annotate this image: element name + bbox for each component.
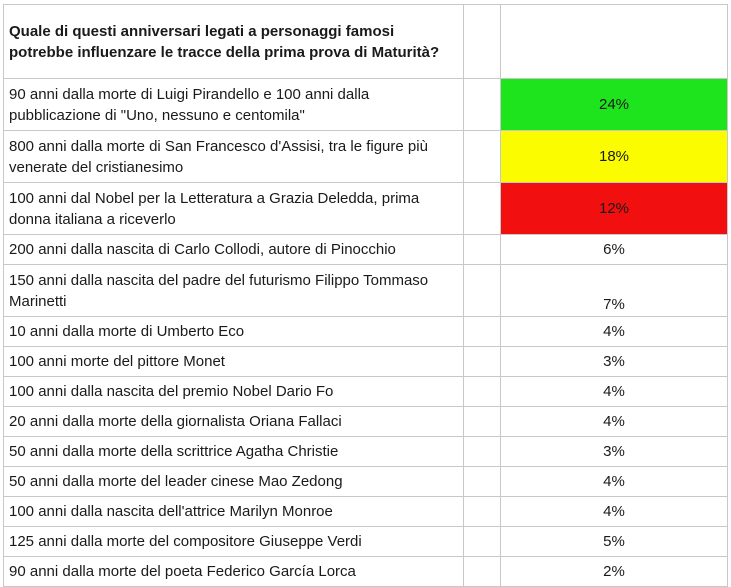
table-row — [4, 467, 728, 497]
anniversary-label: 10 anni dalla morte di Umberto Eco — [4, 317, 464, 347]
anniversary-label: 800 anni dalla morte di San Francesco d'Assisi, tra le figure più venerate del cristianesimo — [4, 131, 464, 183]
spacer-cell — [464, 377, 501, 407]
anniversary-label: 100 anni dalla nascita dell'attrice Marilyn Monroe — [4, 497, 464, 527]
header-row — [4, 5, 728, 79]
table-row — [4, 131, 728, 183]
percentage-value: 7% — [501, 265, 728, 317]
spacer-cell — [464, 317, 501, 347]
anniversary-label: 125 anni dalla morte del compositore Giuseppe Verdi — [4, 527, 464, 557]
poll-table-body — [4, 5, 728, 587]
anniversary-label: 100 anni dal Nobel per la Letteratura a Grazia Deledda, prima donna italiana a riceverlo — [4, 183, 464, 235]
spacer-cell — [464, 79, 501, 131]
table-row — [4, 235, 728, 265]
percentage-value: 4% — [501, 497, 728, 527]
spacer-cell — [464, 467, 501, 497]
table-row — [4, 79, 728, 131]
percentage-value: 4% — [501, 377, 728, 407]
table-row — [4, 377, 728, 407]
percentage-value: 5% — [501, 527, 728, 557]
header-empty-cell — [501, 5, 728, 79]
table-row — [4, 317, 728, 347]
anniversary-label: 200 anni dalla nascita di Carlo Collodi, autore di Pinocchio — [4, 235, 464, 265]
spacer-cell — [464, 527, 501, 557]
percentage-value: 3% — [501, 437, 728, 467]
anniversary-label: 100 anni dalla nascita del premio Nobel Dario Fo — [4, 377, 464, 407]
anniversary-label: 100 anni morte del pittore Monet — [4, 347, 464, 377]
table-row — [4, 557, 728, 587]
header-empty-cell — [464, 5, 501, 79]
percentage-value: 3% — [501, 347, 728, 377]
spacer-cell — [464, 235, 501, 265]
spacer-cell — [464, 437, 501, 467]
question-cell: Quale di questi anniversari legati a personaggi famosi potrebbe influenzare le tracce della prima prova di Maturità? — [4, 5, 464, 79]
table-row — [4, 265, 728, 317]
percentage-value: 24% — [501, 79, 728, 131]
spacer-cell — [464, 407, 501, 437]
anniversary-label: 50 anni dalla morte della scrittrice Agatha Christie — [4, 437, 464, 467]
table-row — [4, 183, 728, 235]
table-row — [4, 437, 728, 467]
percentage-value: 6% — [501, 235, 728, 265]
percentage-value: 2% — [501, 557, 728, 587]
anniversary-label: 90 anni dalla morte di Luigi Pirandello e 100 anni dalla pubblicazione di "Uno, nessuno e centomila" — [4, 79, 464, 131]
table-row — [4, 347, 728, 377]
table-row — [4, 497, 728, 527]
anniversary-label: 50 anni dalla morte del leader cinese Mao Zedong — [4, 467, 464, 497]
anniversary-label: 90 anni dalla morte del poeta Federico García Lorca — [4, 557, 464, 587]
percentage-value: 4% — [501, 467, 728, 497]
table-row — [4, 527, 728, 557]
spacer-cell — [464, 497, 501, 527]
spacer-cell — [464, 347, 501, 377]
percentage-value: 12% — [501, 183, 728, 235]
anniversary-label: 20 anni dalla morte della giornalista Oriana Fallaci — [4, 407, 464, 437]
anniversary-label: 150 anni dalla nascita del padre del futurismo Filippo Tommaso Marinetti — [4, 265, 464, 317]
poll-results-table — [3, 4, 728, 587]
spacer-cell — [464, 183, 501, 235]
spacer-cell — [464, 557, 501, 587]
spacer-cell — [464, 265, 501, 317]
table-row — [4, 407, 728, 437]
spacer-cell — [464, 131, 501, 183]
percentage-value: 4% — [501, 407, 728, 437]
percentage-value: 4% — [501, 317, 728, 347]
percentage-value: 18% — [501, 131, 728, 183]
